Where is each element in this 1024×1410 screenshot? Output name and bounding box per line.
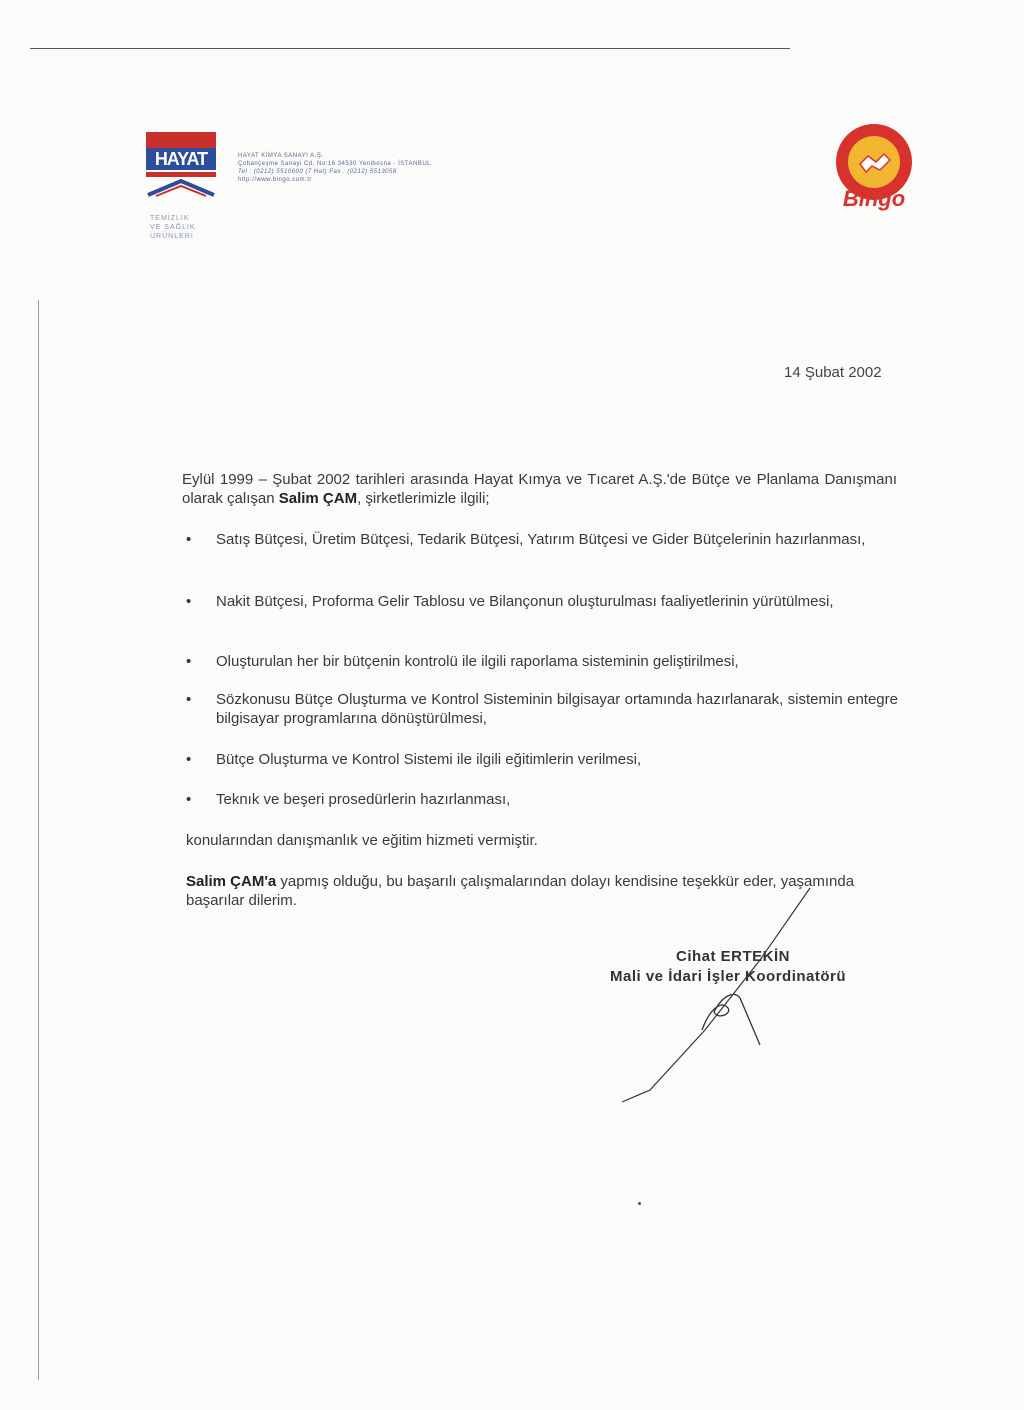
conclusion-line: konularından danışmanlık ve eğitim hizmeti vermiştir. [186, 832, 538, 849]
list-item: • Sözkonusu Bütçe Oluşturma ve Kontrol Sisteminin bilgisayar ortamında hazırlanarak, sistemin entegre bilgisayar programlarına dönüştürülmesi, [186, 690, 898, 750]
intro-paragraph [182, 470, 897, 508]
duties-list [186, 530, 898, 820]
company-web: http://www.bingo.com.tr [238, 177, 312, 183]
list-item: • Oluşturulan her bir bütçenin kontrolü ile ilgili raporlama sisteminin geliştirilmesi, [186, 652, 898, 690]
closing-name: Salim ÇAM'a [186, 873, 277, 890]
company-phone: Tel : (0212) 5510600 (7 Hat) Fax : (0212) 5513058 [238, 169, 397, 175]
page-edge-line [38, 300, 39, 1380]
hayat-logo [146, 132, 216, 197]
hayat-chevron-icon [146, 177, 216, 197]
list-item: • Satış Bütçesi, Üretim Bütçesi, Tedarik Bütçesi, Yatırım Bütçesi ve Gider Bütçelerinin hazırlanması, [186, 530, 898, 592]
list-item: • Nakit Bütçesi, Proforma Gelir Tablosu ve Bilançonun oluşturulması faaliyetlerinin yürütülmesi, [186, 592, 898, 652]
page-speck [638, 1202, 641, 1205]
signatory-title: Mali ve İdari İşler Koordinatörü [610, 968, 847, 985]
list-item: • Teknık ve beşeri prosedürlerin hazırlanması, [186, 790, 898, 820]
intro-lead: Eylül 1999 – Şubat 2002 tarihleri arasında Hayat Kımya ve Tıcaret A.Ş.'de Bütçe ve Planlama Danışmanı olarak çalışan [182, 471, 897, 507]
top-rule [30, 48, 790, 49]
hayat-tagline [150, 214, 196, 241]
tagline-line-3: ÜRÜNLERİ [150, 233, 194, 240]
intro-name: Salim ÇAM [278, 490, 358, 507]
company-address: Çobançeşme Sanayi Cd. No:16 34530 Yenibosna - İSTANBUL [238, 161, 431, 167]
bingo-logo [832, 120, 916, 220]
company-info [238, 152, 431, 184]
tagline-line-1: TEMİZLİK [150, 215, 190, 222]
tagline-line-2: VE SAĞLIK [150, 224, 196, 231]
list-item: • Bütçe Oluşturma ve Kontrol Sistemi ile ilgili eğitimlerin verilmesi, [186, 750, 898, 790]
handwritten-signature [610, 880, 830, 1110]
intro-tail: , şirketlerimizle ilgili; [357, 490, 490, 507]
closing-text: yapmış olduğu, bu başarılı çalışmalarından dolayı kendisine teşekkür eder, yaşamında başarılar dilerim. [186, 873, 855, 909]
signatory-name: Cihat ERTEKİN [676, 948, 791, 965]
bingo-logo-text: Bingo [842, 186, 906, 211]
company-name: HAYAT KİMYA SANAYİ A.Ş. [238, 153, 324, 159]
letter-date: 14 Şubat 2002 [784, 364, 882, 381]
hayat-logo-text: HAYAT [146, 148, 216, 170]
